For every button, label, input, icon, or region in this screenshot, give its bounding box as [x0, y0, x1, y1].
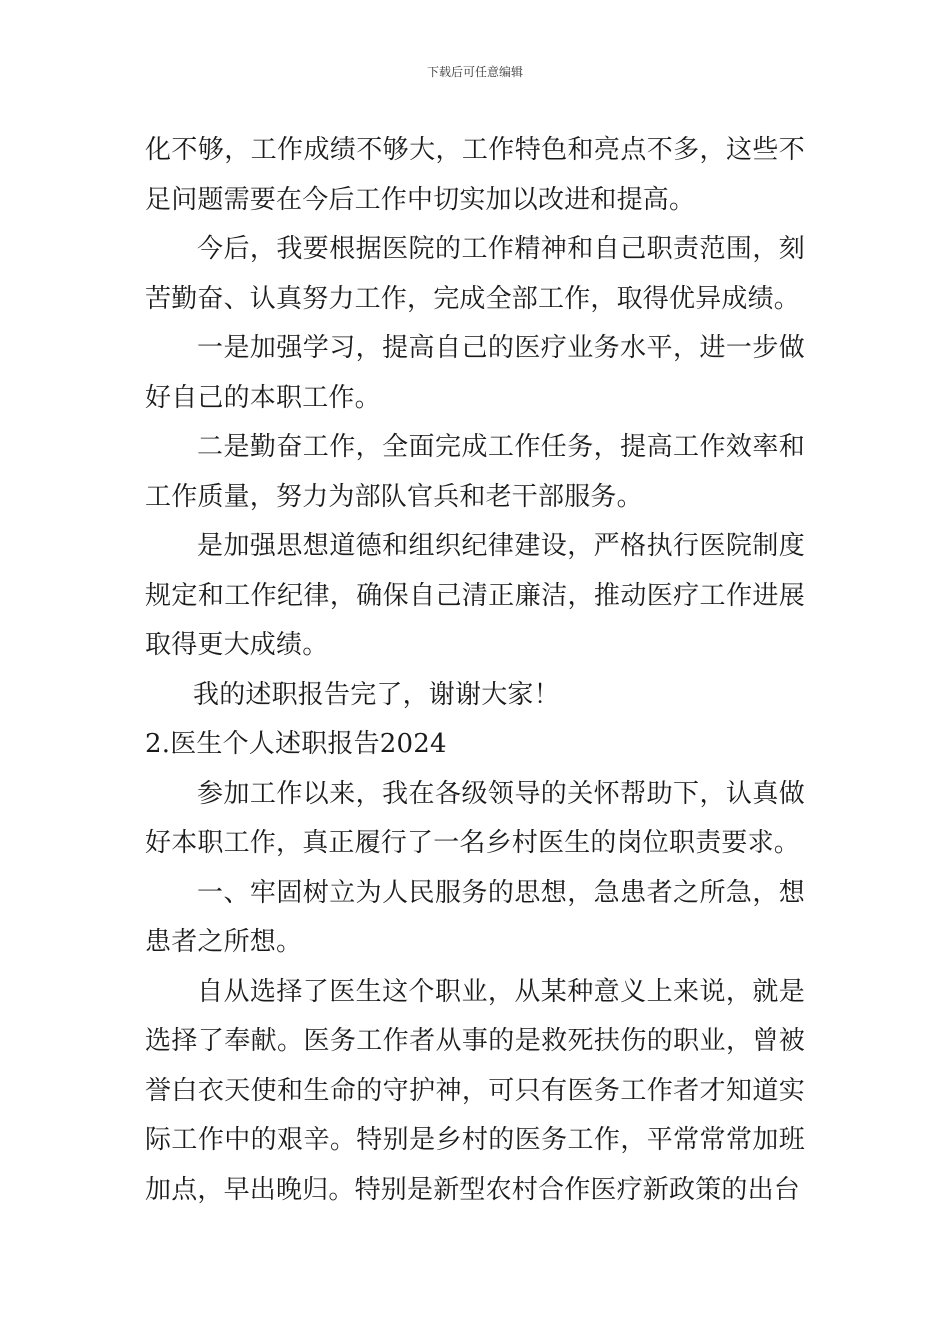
paragraph-subheading-one: 一、牢固树立为人民服务的思想，急患者之所急，想患者之所想。 [145, 877, 805, 957]
paragraph-intro: 参加工作以来，我在各级领导的关怀帮助下，认真做好本职工作，真正履行了一名乡村医生的岗位职责要求。 [145, 778, 805, 858]
page-header: 下载后可任意编辑 [426, 65, 523, 79]
paragraph-closing: 我的述职报告完了，谢谢大家！ [193, 679, 560, 710]
paragraph-point-one: 一是加强学习，提高自己的医疗业务水平，进一步做好自己的本职工作。 [145, 333, 805, 413]
document-body [145, 126, 805, 1215]
paragraph-point-two: 二是勤奋工作，全面完成工作任务，提高工作效率和工作质量，努力为部队官兵和老干部服务。 [145, 432, 805, 512]
paragraph-point-three: 是加强思想道德和组织纪律建设，严格执行医院制度规定和工作纪律，确保自己清正廉洁，推动医疗工作进展取得更大成绩。 [145, 531, 805, 660]
paragraph-dedication: 自从选择了医生这个职业，从某种意义上来说，就是选择了奉献。医务工作者从事的是救死扶伤的职业，曾被誉白衣天使和生命的守护神，可只有医务工作者才知道实际工作中的艰辛。特别是乡村的医务工作，平常常常加班加点，早出晚归。特别是新型农村合作医疗新政策的出台 [145, 976, 805, 1205]
section-heading: 2.医生个人述职报告2024 [145, 729, 447, 759]
paragraph-continuation: 化不够，工作成绩不够大，工作特色和亮点不多，这些不足问题需要在今后工作中切实加以改进和提高。 [145, 135, 805, 215]
paragraph-future-plan: 今后，我要根据医院的工作精神和自己职责范围，刻苦勤奋、认真努力工作，完成全部工作，取得优异成绩。 [145, 234, 805, 314]
